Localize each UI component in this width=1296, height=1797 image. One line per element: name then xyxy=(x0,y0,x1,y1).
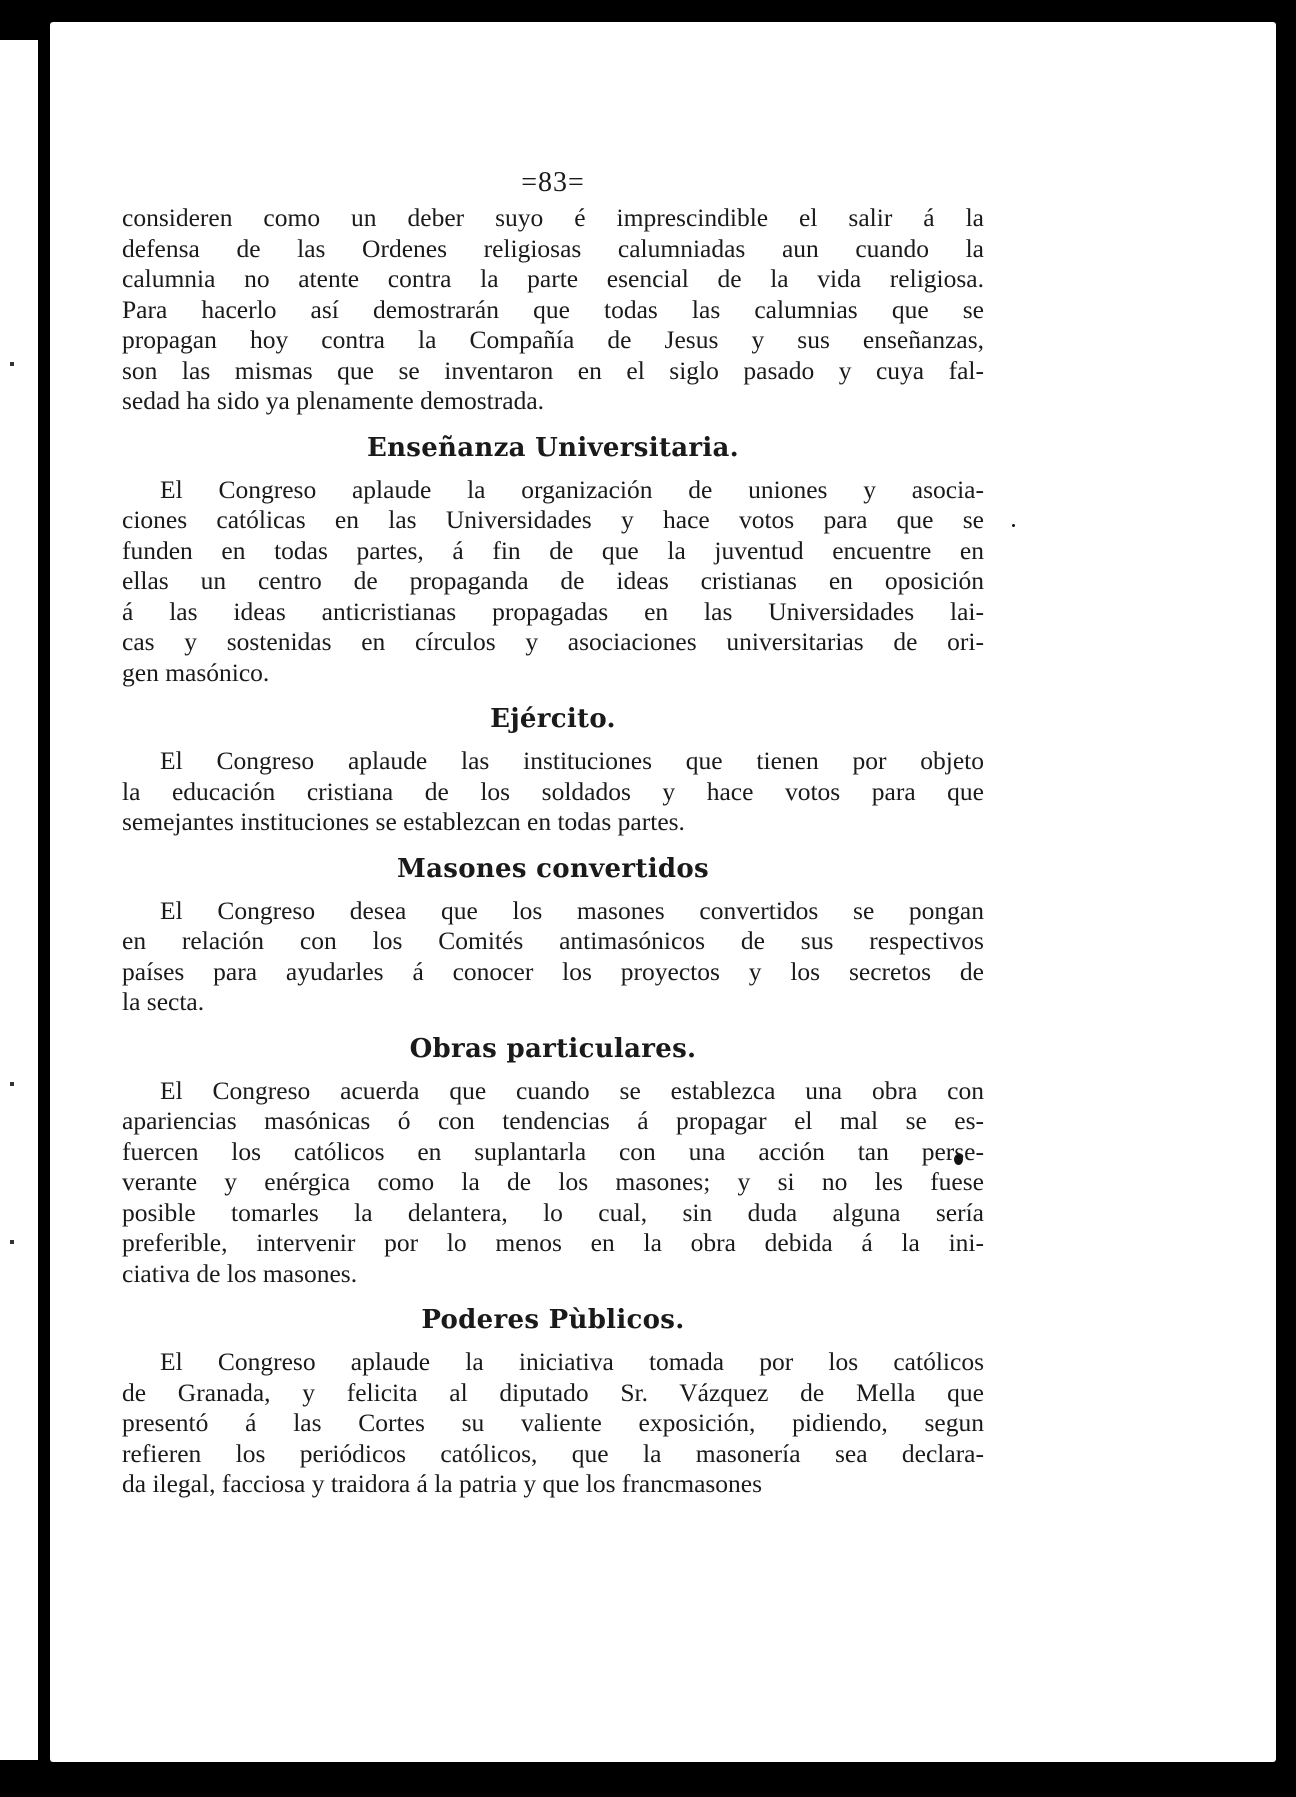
section-paragraph xyxy=(122,1076,984,1290)
section-paragraph xyxy=(122,746,984,838)
text-line: á las ideas anticristianas propagadas en las Universidades lai- xyxy=(122,596,984,626)
section-masones xyxy=(122,854,984,1018)
sections-container xyxy=(122,203,984,1500)
text-line: presentó á las Cortes su valiente exposición, pidiendo, segun xyxy=(122,1408,984,1437)
text-line: El Congreso aplaude las instituciones que tienen por objeto xyxy=(160,746,984,775)
text-line: países para ayudarles á conocer los proyectos y los secretos de xyxy=(122,956,984,986)
text-line: la secta. xyxy=(122,987,205,1016)
section-heading: Poderes Pùblicos. xyxy=(421,1305,685,1335)
section-paragraph xyxy=(122,896,984,1018)
ink-speck xyxy=(1012,524,1015,527)
section-heading: Masones convertidos xyxy=(397,853,709,884)
section-paragraph xyxy=(122,1347,984,1500)
section-poderes xyxy=(122,1305,984,1500)
text-line: fuercen los católicos en suplantarla con una acción tan perse- xyxy=(122,1136,984,1166)
previous-page-edge xyxy=(0,40,38,1760)
text-line: propagan hoy contra la Compañía de Jesus y sus enseñanzas, xyxy=(122,325,984,354)
section-ensenanza xyxy=(122,433,984,689)
text-line: son las mismas que se inventaron en el siglo pasado y cuya fal- xyxy=(122,355,984,385)
text-line: El Congreso acuerda que cuando se establezca una obra con xyxy=(160,1075,984,1105)
text-line: ciones católicas en las Universidades y hace votos para que se xyxy=(122,505,984,534)
text-line: El Congreso aplaude la iniciativa tomada por los católicos xyxy=(160,1347,984,1376)
section-heading: Enseñanza Universitaria. xyxy=(366,432,740,463)
section-paragraph xyxy=(122,203,984,417)
text-line: semejantes instituciones se establezcan en todas partes. xyxy=(122,807,685,836)
section-obras xyxy=(122,1034,984,1290)
text-line: en relación con los Comités antimasónicos de sus respectivos xyxy=(122,926,984,955)
text-line: posible tomarles la delantera, lo cual, sin duda alguna sería xyxy=(122,1197,984,1227)
text-line: sedad ha sido ya plenamente demostrada. xyxy=(122,386,545,415)
text-line: Para hacerlo así demostrarán que todas las calumnias que se xyxy=(122,294,984,324)
margin-mark xyxy=(10,1240,14,1244)
text-line: de Granada, y felicita al diputado Sr. Vázquez de Mella que xyxy=(122,1377,984,1407)
text-line: gen masónico. xyxy=(122,657,270,687)
margin-mark xyxy=(10,362,14,366)
text-line: verante y enérgica como la de los masones; y si no les fuese xyxy=(122,1167,984,1196)
text-line: defensa de las Ordenes religiosas calumniadas aun cuando la xyxy=(122,233,984,263)
text-line: consideren como un deber suyo é imprescindible el salir á la xyxy=(122,203,984,232)
section-heading: Obras particulares. xyxy=(409,1033,697,1064)
text-line: cas y sostenidas en círculos y asociaciones universitarias de ori- xyxy=(122,627,984,656)
text-line: refieren los periódicos católicos, que la masonería sea declara- xyxy=(122,1438,984,1468)
section-paragraph xyxy=(122,475,984,689)
text-line: preferible, intervenir por lo menos en la obra debida á la ini- xyxy=(122,1228,984,1257)
text-line: ellas un centro de propaganda de ideas cristianas en oposición xyxy=(122,566,984,595)
text-line: calumnia no atente contra la parte esencial de la vida religiosa. xyxy=(122,264,984,293)
text-line: la educación cristiana de los soldados y hace votos para que xyxy=(122,776,984,806)
section-intro xyxy=(122,203,984,417)
text-line: da ilegal, facciosa y traidora á la patria y que los francmasones xyxy=(122,1469,763,1498)
text-line: El Congreso desea que los masones convertidos se pongan xyxy=(160,895,984,925)
page-number: =83= xyxy=(521,167,585,198)
margin-mark xyxy=(10,1082,14,1086)
page-content xyxy=(122,167,984,1500)
text-line: El Congreso aplaude la organización de uniones y asocia- xyxy=(160,474,984,504)
section-ejercito xyxy=(122,704,984,838)
section-heading: Ejército. xyxy=(490,704,616,734)
text-line: apariencias masónicas ó con tendencias á propagar el mal se es- xyxy=(122,1106,984,1135)
text-line: ciativa de los masones. xyxy=(122,1258,358,1288)
book-page xyxy=(50,22,1276,1762)
text-line: funden en todas partes, á fin de que la juventud encuentre en xyxy=(122,535,984,565)
